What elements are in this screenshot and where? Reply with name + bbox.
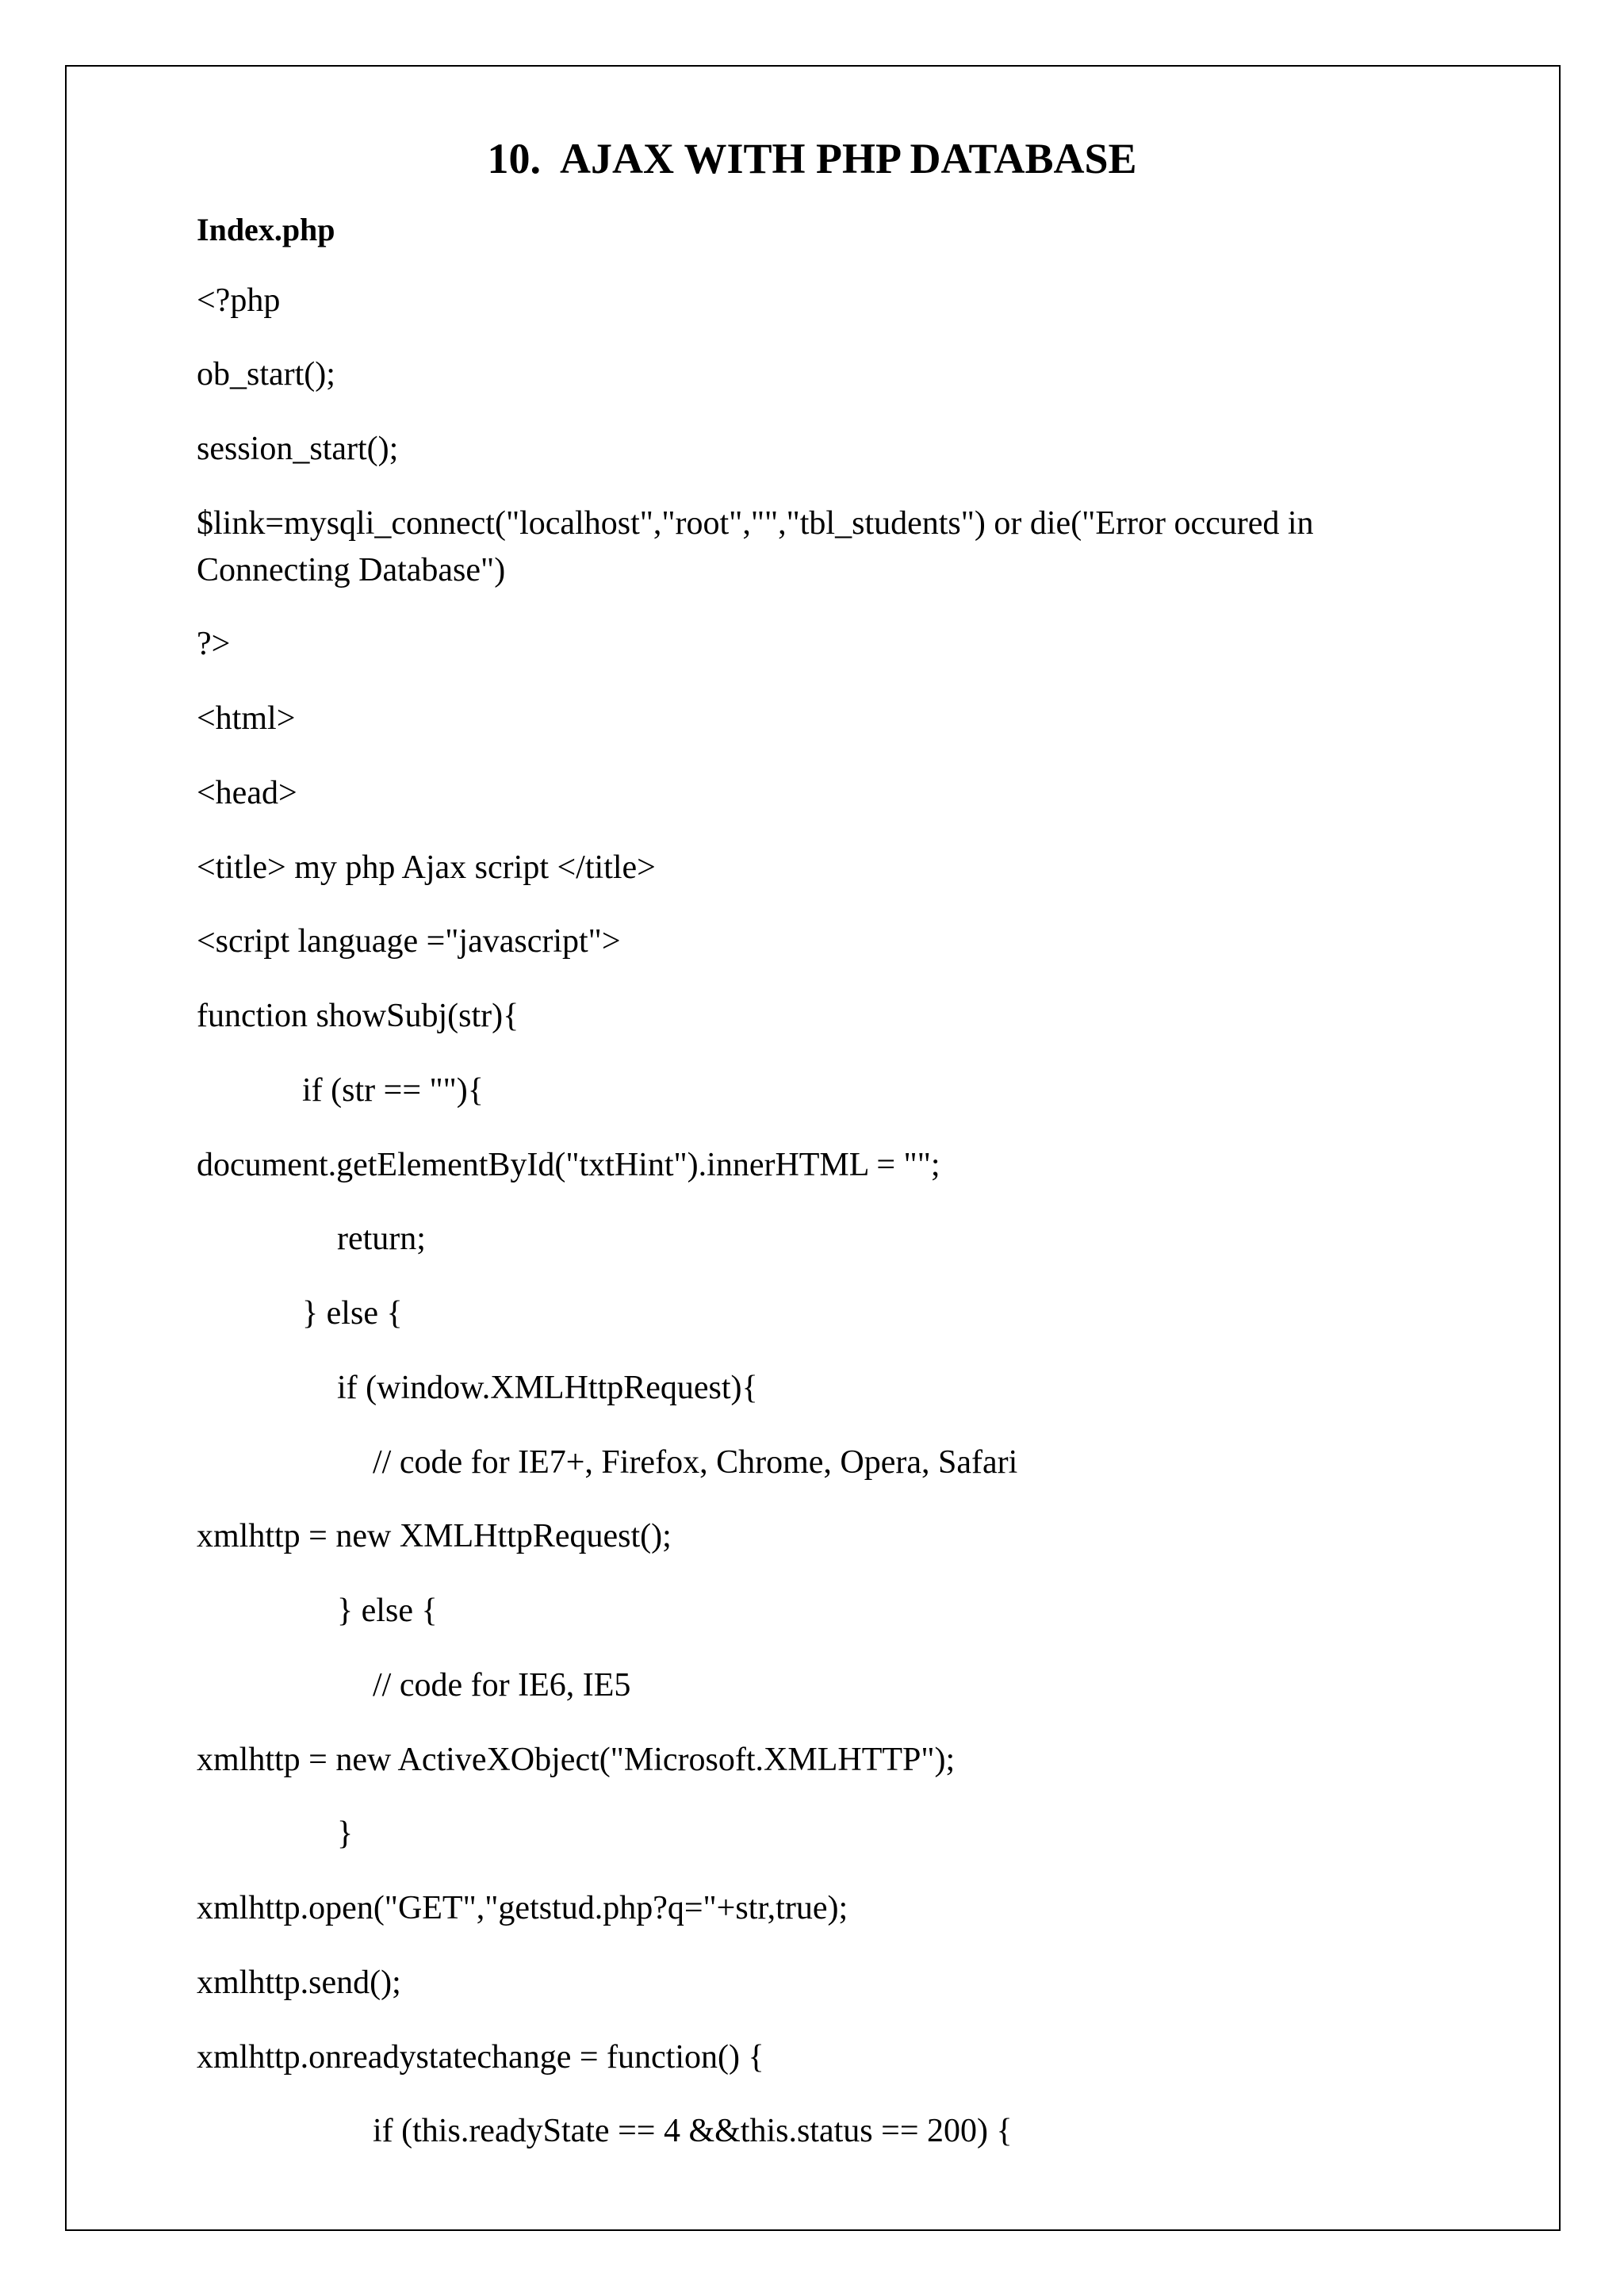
code-line: xmlhttp.onreadystatechange = function() { bbox=[197, 2039, 764, 2076]
code-line: ob_start(); bbox=[197, 356, 335, 393]
code-line: ?> bbox=[197, 626, 231, 662]
code-line: xmlhttp = new ActiveXObject("Microsoft.XMLHTTP"); bbox=[197, 1742, 956, 1778]
code-line: <?php bbox=[197, 282, 281, 319]
code-line: xmlhttp.open("GET","getstud.php?q="+str,true); bbox=[197, 1890, 848, 1926]
code-line: session_start(); bbox=[197, 431, 399, 467]
code-line: xmlhttp.send(); bbox=[197, 1964, 401, 2001]
file-label: Index.php bbox=[197, 212, 335, 247]
code-line: $link=mysqli_connect("localhost","root","","tbl_students") or die("Error occured in bbox=[197, 505, 1314, 542]
code-line: <title> my php Ajax script </title> bbox=[197, 849, 656, 886]
code-line: } else { bbox=[337, 1593, 438, 1629]
code-line: Connecting Database") bbox=[197, 552, 506, 588]
code-line: <head> bbox=[197, 775, 297, 811]
code-line: <script language ="javascript"> bbox=[197, 923, 621, 960]
page-title: 10. AJAX WITH PHP DATABASE bbox=[487, 135, 1137, 182]
code-line: } else { bbox=[302, 1295, 403, 1332]
code-line: } bbox=[337, 1815, 354, 1852]
code-line: return; bbox=[337, 1221, 426, 1257]
code-line: // code for IE7+, Firefox, Chrome, Opera, Safari bbox=[373, 1444, 1018, 1481]
code-line: if (window.XMLHttpRequest){ bbox=[337, 1370, 758, 1406]
code-line: if (str == ""){ bbox=[302, 1072, 484, 1109]
code-line: xmlhttp = new XMLHttpRequest(); bbox=[197, 1518, 672, 1554]
code-line: <html> bbox=[197, 700, 296, 737]
code-line: // code for IE6, IE5 bbox=[373, 1667, 631, 1704]
code-line: document.getElementById("txtHint").innerHTML = ""; bbox=[197, 1147, 940, 1183]
code-line: function showSubj(str){ bbox=[197, 998, 519, 1034]
code-line: if (this.readyState == 4 &&this.status == 200) { bbox=[373, 2113, 1013, 2149]
